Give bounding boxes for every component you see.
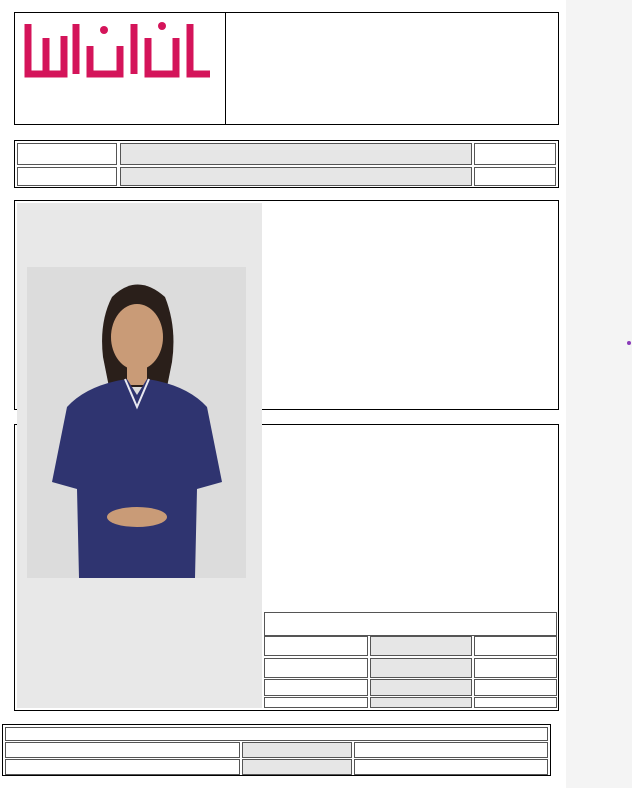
experience-header-blank (474, 636, 557, 656)
language-english-label (354, 759, 548, 775)
country-header (264, 636, 368, 656)
experience-country (264, 679, 368, 696)
full-name-arabic-label (474, 143, 556, 165)
margin-dot-icon (627, 341, 631, 345)
company-logo (16, 16, 221, 121)
experience-blank-3 (474, 658, 557, 678)
profile-summary-value (120, 167, 472, 186)
candidate-photo (27, 267, 246, 578)
full-name-label (17, 143, 117, 165)
experience-blank-2 (370, 658, 472, 678)
experience-blank-6 (474, 697, 557, 708)
language-arabic-label (354, 742, 548, 758)
language-english-name (5, 759, 240, 775)
experience-note (474, 679, 557, 696)
profile-summary-label (17, 167, 117, 186)
remarks-frame (264, 612, 557, 636)
languages-title (5, 727, 548, 741)
logo-mark-icon (16, 16, 221, 96)
language-english-level (242, 759, 352, 775)
experience-blank-5 (370, 697, 472, 708)
language-arabic-level (242, 742, 352, 758)
years-header (370, 636, 472, 656)
experience-blank-1 (264, 658, 368, 678)
profile-summary-arabic-label (474, 167, 556, 186)
experience-years (370, 679, 472, 696)
experience-blank-4 (264, 697, 368, 708)
logo-divider (225, 12, 226, 125)
person-photo-icon (27, 267, 246, 578)
full-name-value (120, 143, 472, 165)
language-arabic-name (5, 742, 240, 758)
page-right-margin (566, 0, 632, 788)
